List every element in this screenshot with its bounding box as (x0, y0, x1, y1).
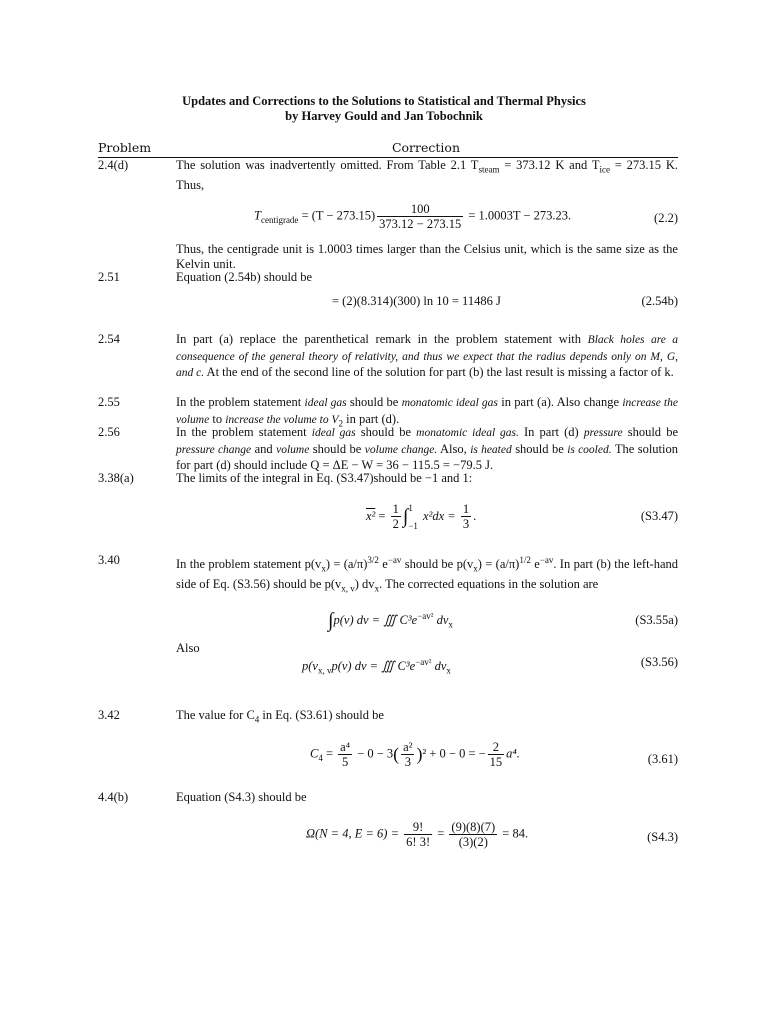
entry-3-38a (98, 471, 678, 539)
superscript: −av² (415, 657, 432, 668)
italic-text: ideal gas (304, 397, 347, 409)
problem-number: 2.54 (98, 332, 120, 346)
correction-text (176, 332, 678, 382)
subscript: x (473, 563, 478, 574)
math: dv (433, 613, 449, 628)
denominator: 2 (392, 517, 399, 531)
problem-number: 4.4(b) (98, 790, 129, 804)
equation-3-61 (176, 734, 678, 780)
equation-s4-3 (176, 814, 678, 860)
math: = 1.0003T − 273.23. (465, 207, 572, 222)
text: ) dv (354, 577, 375, 592)
equation-label: (S4.3) (647, 829, 678, 844)
italic-text: Black holes are a consequence of the general theory of relativity, and thus we expect that the radius depends only on M, G, and c. (176, 334, 678, 379)
math: ² + 0 − 0 = − (422, 746, 486, 761)
open-paren: ( (393, 743, 400, 764)
correction-text (176, 790, 678, 860)
math: = (322, 746, 337, 761)
paragraph: Thus, the centigrade unit is 1.0003 times larger than the Celsius unit, which is the same size as the Kelvin unit. (176, 241, 678, 271)
text: in Eq. (S3.61) should be (259, 708, 384, 722)
entry-4-4b (98, 790, 678, 860)
text: In the problem statement (176, 395, 305, 409)
math: dv (431, 659, 447, 674)
denominator: 6! 3! (406, 834, 431, 849)
also-label: Also (176, 641, 200, 656)
paragraph: The limits of the integral in Eq. (S3.47)should be −1 and 1: (176, 471, 473, 485)
problem-number: 2.4(d) (98, 158, 129, 172)
math: C (310, 746, 319, 761)
paragraph: Equation (S4.3) should be (176, 790, 307, 804)
integral-sign: ∫ (402, 504, 409, 527)
italic-text: increase the volume to V (225, 413, 339, 426)
italic-text: is cooled. (567, 443, 612, 456)
text: should be (355, 425, 417, 439)
table-header (98, 140, 676, 156)
text: In the problem statement p(v (176, 557, 322, 572)
lower-limit: −1 (408, 520, 418, 531)
denominator: 15 (489, 755, 503, 769)
text: should be (346, 395, 402, 409)
numerator: 1 (392, 502, 399, 516)
fraction (449, 820, 497, 849)
equation-label: (S3.55a) (635, 613, 678, 628)
numerator: 1 (462, 502, 470, 516)
denominator: 5 (341, 755, 349, 769)
math: a⁴. (506, 746, 520, 761)
equation-label: (2.54b) (641, 293, 678, 308)
fraction (391, 502, 401, 531)
integral-sign: ∫ (328, 609, 334, 632)
entry-3-42 (98, 708, 678, 780)
text: The value for C (176, 708, 255, 722)
subscript: x (446, 665, 451, 676)
text: At the end of the second line of the solution for part (b) the last result is missing a factor of k. (204, 365, 674, 379)
close-paren: ) (416, 743, 423, 764)
math: T (254, 207, 261, 222)
italic-text: monatomic ideal gas. (416, 427, 519, 439)
problem-column-header: Problem (98, 140, 152, 155)
text: ) = (a/π) (325, 557, 368, 572)
fraction (401, 740, 414, 769)
denominator: 3 (462, 517, 470, 531)
equation-s3-56 (176, 641, 678, 675)
subscript: steam (478, 164, 500, 175)
correction-column-header: Correction (391, 140, 461, 155)
text: e (530, 557, 540, 572)
math: p(v (302, 659, 318, 674)
math: . (473, 508, 477, 523)
italic-text: is heated (470, 443, 512, 456)
superscript: 1/2 (519, 555, 531, 565)
correction-text (176, 425, 678, 474)
math: p(v) dv = ∭ C³e (331, 659, 416, 674)
subscript: x (321, 563, 326, 574)
text: . The corrected equations in the solution are (379, 577, 599, 592)
subscript: x (448, 619, 453, 630)
denominator: 3 (404, 755, 411, 769)
correction-text (176, 270, 678, 314)
title-line-2: by Harvey Gould and Jan Tobochnik (285, 109, 483, 123)
fraction (338, 740, 352, 769)
math: p(v) dv = ∭ C³e (333, 613, 418, 628)
correction-text (176, 158, 678, 273)
entry-2-54 (98, 332, 678, 382)
math: − 0 − 3 (354, 746, 394, 761)
equation-label: (S3.47) (640, 508, 678, 523)
correction-text (176, 708, 678, 780)
equation-2-2 (176, 198, 678, 238)
text: e (378, 557, 388, 572)
superscript: 3/2 (367, 555, 379, 565)
text: The solution was inadvertently omitted. From Table 2.1 T (176, 158, 479, 172)
subscript: 4 (254, 714, 260, 725)
problem-number: 3.38(a) (98, 471, 134, 485)
text: in part (d). (342, 411, 400, 426)
equation-label: (3.61) (647, 752, 678, 766)
text: ) = (a/π) (477, 557, 520, 572)
text: should be (622, 425, 678, 439)
problem-number: 3.40 (98, 553, 120, 567)
text: In the problem statement (176, 425, 312, 439)
text: . In part (b) the left-hand side of Eq. (S3.56) should be p(v (176, 557, 679, 592)
math: = 84. (499, 825, 529, 840)
text: in part (a). Also change (497, 395, 623, 409)
math: = (2)(8.314)(300) ln 10 = 11486 J (332, 293, 501, 308)
denominator: (3)(2) (458, 834, 488, 849)
text: should be (511, 441, 568, 456)
superscript: −av² (417, 611, 434, 622)
upper-limit: 1 (408, 502, 413, 513)
italic-text: volume change. (364, 443, 438, 456)
italic-text: ideal gas (311, 427, 356, 439)
italic-text: volume (276, 443, 310, 456)
fraction (404, 820, 432, 849)
math: = (434, 825, 448, 840)
numerator: 100 (377, 202, 463, 217)
entry-3-40 (98, 553, 678, 675)
numerator: 2 (488, 740, 505, 755)
subscript: centigrade (260, 214, 299, 225)
equation-label: (2.2) (654, 210, 678, 225)
subscript: x (374, 583, 380, 594)
problem-number: 2.55 (98, 395, 120, 409)
text: = 373.12 K and T (499, 158, 600, 172)
subscript: ice (599, 164, 610, 175)
subscript: 2 (338, 418, 343, 428)
superscript: −av (539, 555, 554, 565)
subscript: x, v (341, 583, 355, 594)
math: x²dx = (419, 508, 459, 523)
math: x² (366, 508, 376, 523)
numerator: (9)(8)(7) (451, 819, 496, 834)
paragraph: Equation (2.54b) should be (176, 270, 313, 284)
text: should be (309, 441, 365, 456)
problem-number: 3.42 (98, 708, 120, 722)
italic-text: monatomic ideal gas (401, 397, 498, 409)
text: The solution for part (d) should include Q = ΔE − W = 36 − 115.5 = −79.5 J. (176, 441, 679, 472)
correction-text (176, 471, 678, 539)
text: to (209, 411, 226, 426)
text: = 273.15 K. Thus, (176, 158, 679, 192)
denominator: 373.12 − 273.15 (379, 216, 462, 231)
entry-2-56 (98, 425, 678, 474)
text: Also, (437, 441, 471, 456)
title-line-1: Updates and Corrections to the Solutions to Statistical and Thermal Physics (182, 94, 586, 108)
text: In part (a) replace the parenthetical remark in the problem statement with (176, 332, 588, 346)
numerator: 9! (404, 820, 432, 835)
italic-text: pressure change (176, 443, 252, 456)
page-title (0, 94, 768, 124)
numerator: a² (403, 740, 413, 754)
subscript: 4 (318, 752, 323, 763)
fraction (461, 502, 471, 531)
math: = (T − 273.15) (298, 207, 376, 222)
problem-number: 2.56 (98, 425, 120, 439)
italic-text: increase the volume (176, 397, 678, 426)
problem-number: 2.51 (98, 270, 120, 284)
fraction (377, 202, 463, 231)
subscript: x, v (317, 665, 332, 676)
entry-2-51 (98, 270, 678, 314)
math: Ω(N = 4, E = 6) = (306, 825, 403, 840)
fraction (488, 740, 505, 769)
equation-s3-55a (176, 601, 678, 635)
equation-label: (S3.56) (640, 655, 678, 670)
italic-text: pressure (583, 427, 623, 439)
equation-2-54b (176, 288, 678, 314)
correction-text (176, 553, 678, 675)
entry-2-4d (98, 158, 678, 273)
superscript: −av (387, 555, 402, 565)
text: should be p(v (401, 557, 474, 572)
equation-s3-47 (176, 493, 678, 539)
text: and (251, 441, 277, 456)
text: In part (d) (518, 425, 584, 439)
numerator: a⁴ (340, 740, 351, 754)
math: = (375, 508, 389, 523)
